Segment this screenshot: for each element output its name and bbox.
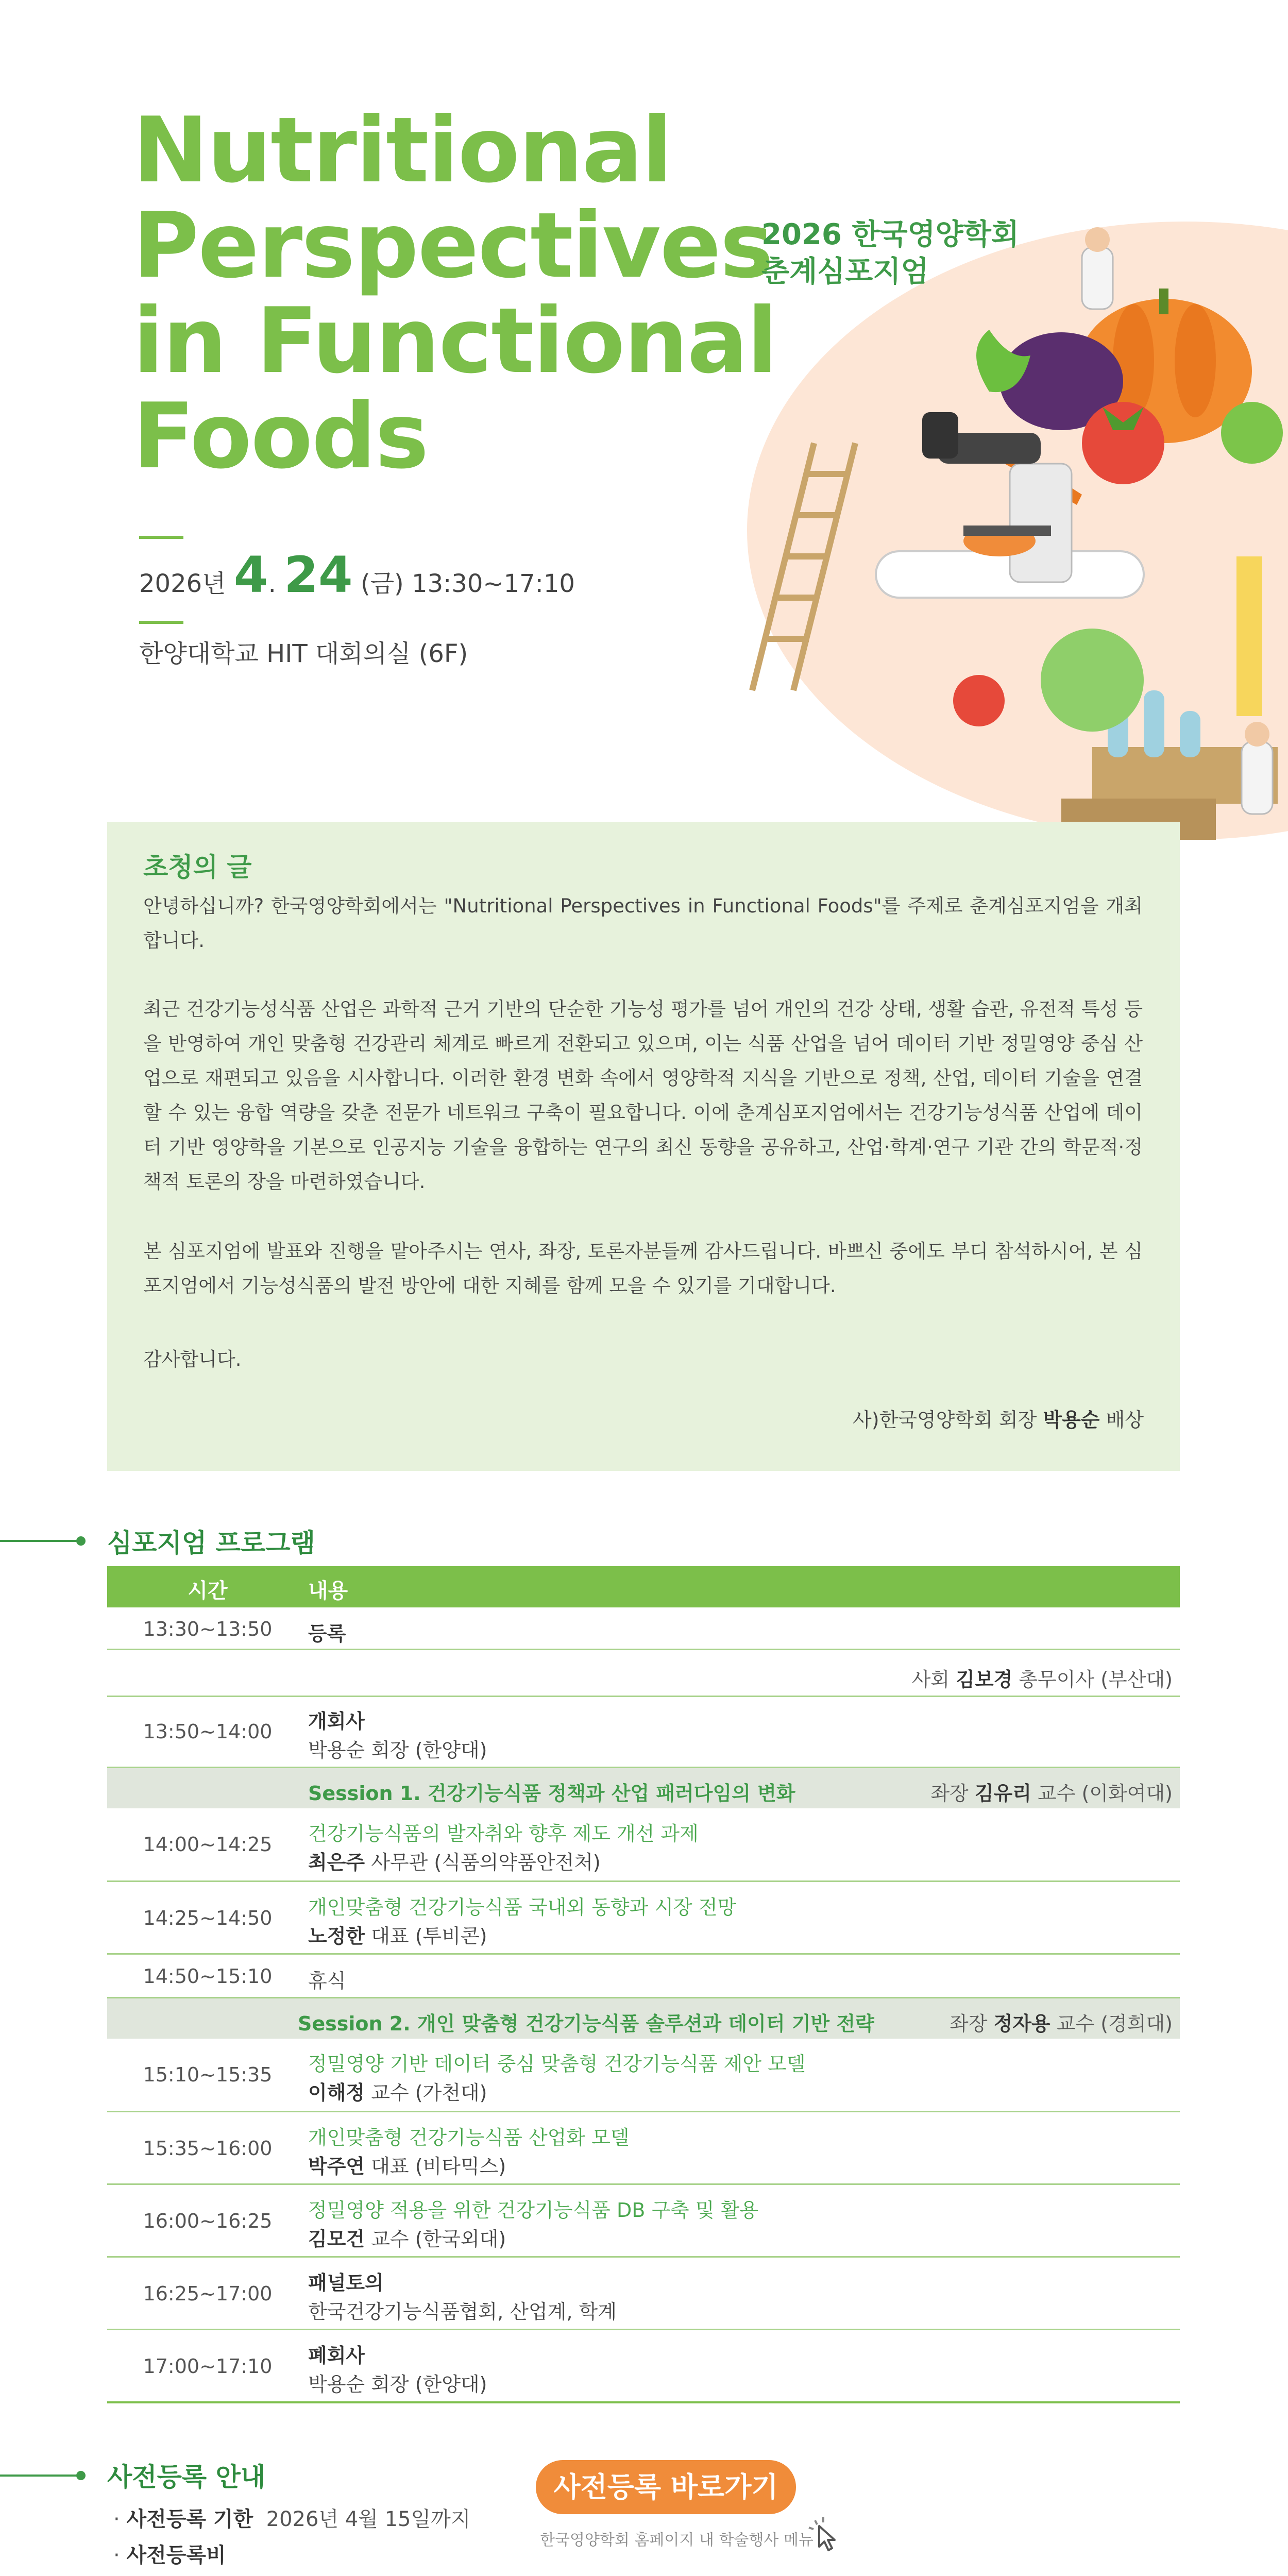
- invitation-paragraph: 본 심포지엄에 발표와 진행을 맡아주시는 연사, 좌장, 토론자분들께 감사드립니다. 바쁘신 중에도 부디 참석하시어, 본 심포지엄에서 기능성식품의 발전 방안에 대한 지혜를 함께 모을 수 있기를 기대합니다.: [143, 1240, 1143, 1297]
- speaker-affiliation: 사무관 (식품의약품안전처): [365, 1851, 601, 1874]
- row-speaker: [308, 1920, 487, 1948]
- chair-affiliation: 교수 (경희대): [1050, 2012, 1173, 2035]
- invitation-signature: [853, 1404, 1144, 1432]
- speaker-affiliation: 교수 (가천대): [365, 2081, 487, 2104]
- event-subtitle-line2: 춘계심포지엄: [761, 255, 929, 289]
- col-time-header: 시간: [188, 1579, 228, 1603]
- syringe-icon: [1236, 556, 1262, 716]
- program-row: [107, 2185, 1180, 2258]
- speaker-name: 박주연: [308, 2155, 365, 2178]
- row-speaker: [308, 1846, 601, 1875]
- scientist-icon: [1082, 247, 1113, 309]
- section-marker-line: [0, 1540, 77, 1542]
- deadline-label: 사전등록 기한: [126, 2507, 253, 2531]
- registration-section-title: 사전등록 안내: [107, 2462, 266, 2492]
- ladder-icon: [752, 443, 855, 690]
- venue-divider: [139, 621, 183, 624]
- chair-affiliation: 교수 (이화여대): [1031, 1782, 1173, 1805]
- date-month: 4: [233, 546, 268, 604]
- row-title-text: 폐회사: [308, 2344, 365, 2367]
- row-time: 14:50~15:10: [143, 1965, 273, 1988]
- event-title: [133, 98, 803, 489]
- invitation-paragraph: 안녕하십니까? 한국영양학회에서는 "Nutritional Perspectives in Functional Foods"를 주제로 춘계심포지엄을 개최합니다.: [143, 895, 1143, 952]
- session-header-row: [107, 1768, 1180, 1808]
- event-date: [139, 546, 575, 604]
- fee-label-text: 사전등록비: [126, 2544, 226, 2567]
- row-time: 16:00~16:25: [143, 2210, 273, 2232]
- invitation-box: [107, 822, 1180, 1471]
- row-speaker: 박용순 회장 (한양대): [308, 1739, 487, 1761]
- program-row: [107, 1955, 1180, 1998]
- signature-title: 사)한국영양학회 회장: [853, 1409, 1043, 1431]
- microscope-icon: [1010, 464, 1072, 582]
- date-separator: .: [268, 569, 284, 598]
- row-time: 15:10~15:35: [143, 2063, 273, 2086]
- event-title-line: Foods: [133, 384, 428, 489]
- event-venue: 한양대학교 HIT 대회의실 (6F): [139, 639, 468, 668]
- chair-role: 사회: [911, 1668, 956, 1691]
- chair-role: 좌장: [930, 1782, 975, 1805]
- speaker-affiliation: 대표 (비타믹스): [365, 2155, 506, 2178]
- date-time: (금) 13:30~17:10: [352, 569, 575, 598]
- program-row: [107, 1607, 1180, 1650]
- row-title: [308, 1618, 346, 1646]
- program-row: [107, 2258, 1180, 2330]
- row-title-text: 패널토의: [308, 2272, 384, 2294]
- invitation-heading: 초청의 글: [143, 852, 252, 882]
- row-speaker: 박용순 회장 (한양대): [308, 2373, 487, 2396]
- chair-affiliation: 총무이사 (부산대): [1012, 1668, 1173, 1691]
- topic-text: 정밀영양 적용을 위한 건강기능식품 DB 구축 및 활용: [308, 2199, 759, 2222]
- topic-text: 개인맞춤형 건강기능식품 국내외 동향과 시장 전망: [308, 1896, 737, 1919]
- session-title: Session 2. 개인 맞춤형 건강기능식품 솔루션과 데이터 기반 전략: [298, 2012, 874, 2035]
- speaker-name: 최은주: [308, 1851, 365, 1874]
- program-table-header: [107, 1566, 1180, 1607]
- speaker-name: 김모건: [308, 2228, 365, 2250]
- event-title-line: in Functional: [133, 289, 777, 394]
- row-speaker: [308, 2223, 506, 2251]
- chair-role: 좌장: [950, 2012, 994, 2035]
- registration-button-note: 한국영양학회 홈페이지 내 학술행사 메뉴: [540, 2531, 814, 2549]
- pre-registration-button[interactable]: 사전등록 바로가기: [536, 2460, 796, 2514]
- row-time: 13:30~13:50: [143, 1618, 273, 1640]
- program-row: [107, 1808, 1180, 1882]
- program-row: [107, 1882, 1180, 1955]
- speaker-name: 노정한: [308, 1925, 365, 1947]
- invitation-paragraph: 감사합니다.: [143, 1348, 242, 1370]
- row-title-text: 등록: [308, 1622, 346, 1645]
- row-time: 14:00~14:25: [143, 1833, 273, 1856]
- row-title-text: 개회사: [308, 1710, 365, 1733]
- event-title-line: Nutritional: [133, 98, 672, 203]
- row-chair: [912, 1664, 1173, 1692]
- speaker-name: 이해정: [308, 2081, 365, 2104]
- deadline-value: 2026년 4월 15일까지: [266, 2507, 471, 2531]
- date-year: 2026년: [139, 569, 234, 598]
- row-speaker: 한국건강기능식품협회, 산업계, 학계: [308, 2300, 617, 2323]
- registration-deadline: · 사전등록 기한 2026년 4월 15일까지: [113, 2507, 471, 2531]
- session-chair: [930, 1777, 1173, 1806]
- event-title-line: Perspectives: [133, 194, 773, 298]
- row-title: 휴식: [308, 1970, 346, 1992]
- date-day: 24: [284, 546, 353, 604]
- row-time: 15:35~16:00: [143, 2137, 273, 2160]
- row-topic: [308, 2122, 630, 2150]
- topic-text: 정밀영양 기반 데이터 중심 맞춤형 건강기능식품 제안 모델: [308, 2053, 806, 2075]
- program-row: [107, 1697, 1180, 1768]
- cursor-click-icon: [804, 2513, 845, 2554]
- session-chair: [950, 2008, 1173, 2036]
- tomato-icon: [1082, 402, 1164, 484]
- registration-fee-label: · 사전등록비: [113, 2544, 226, 2567]
- chair-name: 김보경: [956, 1668, 1013, 1691]
- program-table: [107, 1566, 1180, 2403]
- row-topic: [308, 2048, 806, 2076]
- section-marker-line: [0, 2475, 77, 2477]
- section-marker-dot: [76, 2471, 86, 2480]
- row-title: [308, 2267, 384, 2295]
- row-title: [308, 2340, 365, 2368]
- row-time: 17:00~17:10: [143, 2355, 273, 2378]
- event-subtitle-line1: 2026 한국영양학회: [761, 218, 1019, 251]
- program-section-title: 심포지엄 프로그램: [107, 1528, 315, 1558]
- signature-name: 박용순: [1043, 1409, 1100, 1431]
- row-topic: [308, 2194, 758, 2223]
- program-row-mc: [107, 1650, 1180, 1697]
- invitation-paragraph: 최근 건강기능성식품 산업은 과학적 근거 기반의 단순한 기능성 평가를 넘어 개인의 건강 상태, 생활 습관, 유전적 특성 등을 반영하여 개인 맞춤형 건강관리 체계로 빠르게 전환되고 있으며, 이는 식품 산업을 넘어 데이터 기반 정밀영양 중심 산업으로 재편되고 있음을 시사합니다. 이러한 환경 변화 속에서 영양학적 지식을 기반으로 정책, 산업, 데이터 기술을 연결할 수 있는 융합 역량을 갖춘 전문가 네트워크 구축이 필요합니다. 이에 춘계심포지엄에서는 건강기능성식품 산업에 데이터 기반 영양학을 기본으로 인공지능 기술을 융합하는 연구의 최신 동향을 공유하고, 산업·학계·연구 기관 간의 학문적·정책적 토론의 장을 마련하였습니다.: [143, 998, 1143, 1193]
- cabbage-icon: [1041, 629, 1144, 732]
- row-topic: [308, 1818, 699, 1846]
- session-header-row: [107, 1998, 1180, 2039]
- row-time: 16:25~17:00: [143, 2282, 273, 2305]
- speaker-affiliation: 대표 (투비콘): [365, 1925, 487, 1947]
- apple-icon: [1221, 402, 1283, 464]
- row-time: 13:50~14:00: [143, 1720, 273, 1743]
- row-speaker: [308, 2077, 487, 2105]
- date-divider: [139, 536, 183, 539]
- col-content-header: 내용: [308, 1579, 348, 1603]
- chair-name: 김유리: [974, 1782, 1031, 1805]
- row-title: [308, 1705, 365, 1734]
- lab-food-illustration: [721, 227, 1288, 855]
- chair-name: 정자용: [993, 2012, 1050, 2035]
- session-title: Session 1. 건강기능식품 정책과 산업 패러다임의 변화: [308, 1782, 795, 1805]
- signature-suffix: 배상: [1099, 1409, 1144, 1431]
- speaker-affiliation: 교수 (한국외대): [365, 2228, 506, 2250]
- row-topic: [308, 1891, 736, 1920]
- program-row: [107, 2112, 1180, 2185]
- topic-text: 건강기능식품의 발자취와 향후 제도 개선 과제: [308, 1822, 699, 1845]
- program-row: [107, 2039, 1180, 2112]
- row-time: 14:25~14:50: [143, 1907, 273, 1929]
- section-marker-dot: [76, 1536, 86, 1546]
- row-speaker: [308, 2150, 506, 2179]
- program-row: [107, 2330, 1180, 2403]
- topic-text: 개인맞춤형 건강기능식품 산업화 모델: [308, 2126, 630, 2149]
